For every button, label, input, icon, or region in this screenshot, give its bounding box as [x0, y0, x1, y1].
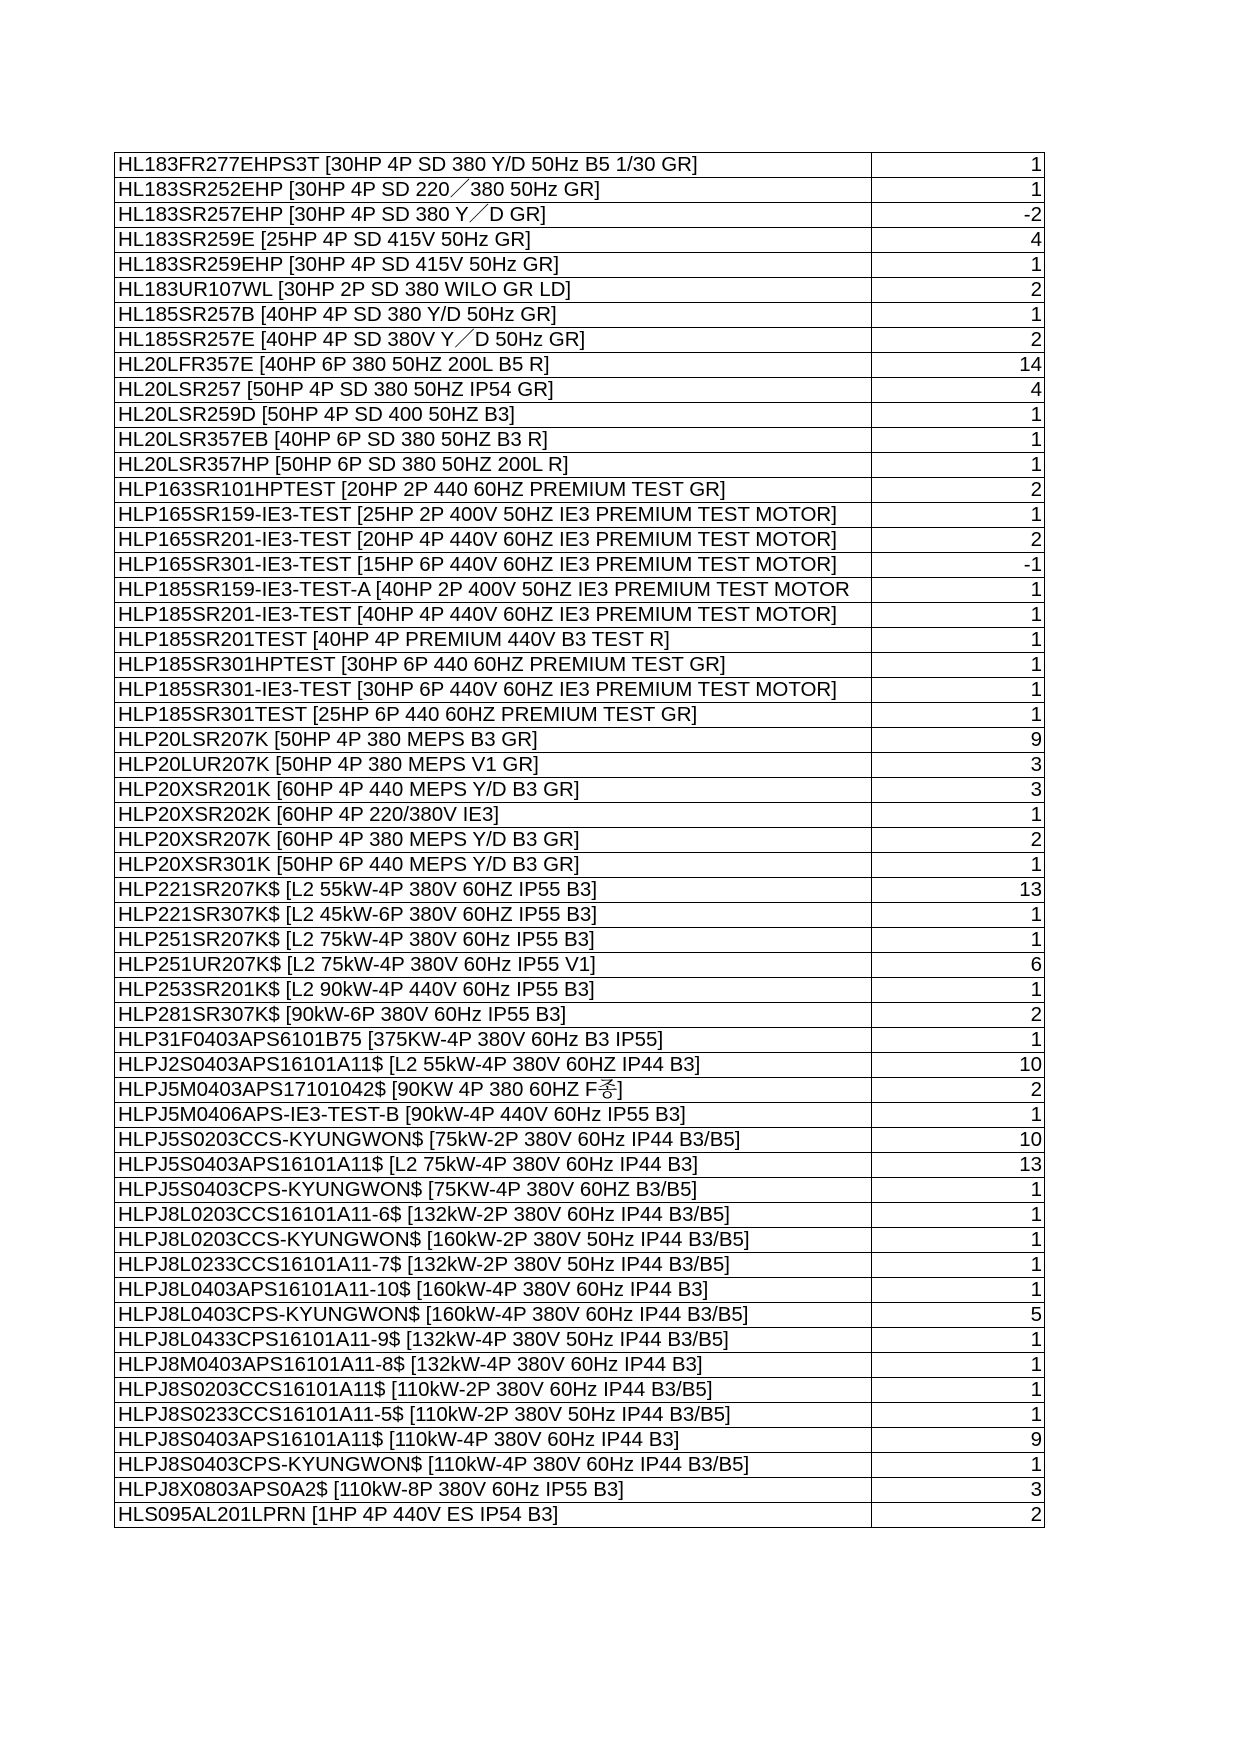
table-row: [115, 603, 1045, 628]
item-name-cell: HLPJ5S0403CPS-KYUNGWON$ [75KW-4P 380V 60HZ B3/B5]: [115, 1178, 872, 1203]
item-name-cell: HLPJ8S0233CCS16101A11-5$ [110kW-2P 380V 50Hz IP44 B3/B5]: [115, 1403, 872, 1428]
quantity-cell: 3: [872, 753, 1045, 778]
inventory-table: [114, 152, 1045, 1528]
item-name-cell: HLP185SR301-IE3-TEST [30HP 6P 440V 60HZ IE3 PREMIUM TEST MOTOR]: [115, 678, 872, 703]
quantity-cell: 13: [872, 1153, 1045, 1178]
table-row: [115, 878, 1045, 903]
quantity-cell: 14: [872, 353, 1045, 378]
item-name-cell: HLP185SR201TEST [40HP 4P PREMIUM 440V B3 TEST R]: [115, 628, 872, 653]
quantity-cell: 1: [872, 603, 1045, 628]
quantity-cell: 1: [872, 503, 1045, 528]
quantity-cell: -2: [872, 203, 1045, 228]
table-row: [115, 1328, 1045, 1353]
quantity-cell: 1: [872, 1228, 1045, 1253]
item-name-cell: HL20LSR257 [50HP 4P SD 380 50HZ IP54 GR]: [115, 378, 872, 403]
table-row: [115, 528, 1045, 553]
table-row: [115, 553, 1045, 578]
table-row: [115, 1503, 1045, 1528]
item-name-cell: HLP20XSR301K [50HP 6P 440 MEPS Y/D B3 GR]: [115, 853, 872, 878]
item-name-cell: HLP20XSR201K [60HP 4P 440 MEPS Y/D B3 GR]: [115, 778, 872, 803]
item-name-cell: HLPJ5S0203CCS-KYUNGWON$ [75kW-2P 380V 60Hz IP44 B3/B5]: [115, 1128, 872, 1153]
quantity-cell: 9: [872, 728, 1045, 753]
table-row: [115, 253, 1045, 278]
item-name-cell: HLP253SR201K$ [L2 90kW-4P 440V 60Hz IP55 B3]: [115, 978, 872, 1003]
item-name-cell: HL183SR259EHP [30HP 4P SD 415V 50Hz GR]: [115, 253, 872, 278]
item-name-cell: HLPJ8L0433CPS16101A11-9$ [132kW-4P 380V 50Hz IP44 B3/B5]: [115, 1328, 872, 1353]
table-row: [115, 1053, 1045, 1078]
quantity-cell: 2: [872, 328, 1045, 353]
item-name-cell: HLPJ8L0403APS16101A11-10$ [160kW-4P 380V 60Hz IP44 B3]: [115, 1278, 872, 1303]
table-row: [115, 1028, 1045, 1053]
item-name-cell: HL183FR277EHPS3T [30HP 4P SD 380 Y/D 50Hz B5 1/30 GR]: [115, 153, 872, 178]
item-name-cell: HL183UR107WL [30HP 2P SD 380 WILO GR LD]: [115, 278, 872, 303]
table-row: [115, 228, 1045, 253]
table-row: [115, 1453, 1045, 1478]
table-row: [115, 1153, 1045, 1178]
table-row: [115, 178, 1045, 203]
item-name-cell: HLP281SR307K$ [90kW-6P 380V 60Hz IP55 B3]: [115, 1003, 872, 1028]
quantity-cell: 3: [872, 1478, 1045, 1503]
quantity-cell: 10: [872, 1128, 1045, 1153]
quantity-cell: 3: [872, 778, 1045, 803]
quantity-cell: 1: [872, 628, 1045, 653]
item-name-cell: HLP185SR159-IE3-TEST-A [40HP 2P 400V 50HZ IE3 PREMIUM TEST MOTOR: [115, 578, 872, 603]
quantity-cell: 9: [872, 1428, 1045, 1453]
quantity-cell: 1: [872, 578, 1045, 603]
item-name-cell: HL185SR257B [40HP 4P SD 380 Y/D 50Hz GR]: [115, 303, 872, 328]
item-name-cell: HL20LFR357E [40HP 6P 380 50HZ 200L B5 R]: [115, 353, 872, 378]
table-row: [115, 303, 1045, 328]
item-name-cell: HLPJ2S0403APS16101A11$ [L2 55kW-4P 380V 60HZ IP44 B3]: [115, 1053, 872, 1078]
item-name-cell: HLP20XSR202K [60HP 4P 220/380V IE3]: [115, 803, 872, 828]
table-row: [115, 353, 1045, 378]
table-row: [115, 1178, 1045, 1203]
quantity-cell: 1: [872, 1103, 1045, 1128]
quantity-cell: -1: [872, 553, 1045, 578]
item-name-cell: HLP163SR101HPTEST [20HP 2P 440 60HZ PREMIUM TEST GR]: [115, 478, 872, 503]
item-name-cell: HLPJ8L0233CCS16101A11-7$ [132kW-2P 380V 50Hz IP44 B3/B5]: [115, 1253, 872, 1278]
item-name-cell: HLPJ8L0203CCS16101A11-6$ [132kW-2P 380V 60Hz IP44 B3/B5]: [115, 1203, 872, 1228]
quantity-cell: 1: [872, 1028, 1045, 1053]
quantity-cell: 1: [872, 1403, 1045, 1428]
table-row: [115, 1378, 1045, 1403]
table-row: [115, 1278, 1045, 1303]
table-row: [115, 1478, 1045, 1503]
quantity-cell: 1: [872, 703, 1045, 728]
quantity-cell: 1: [872, 1178, 1045, 1203]
table-row: [115, 1428, 1045, 1453]
table-row: [115, 453, 1045, 478]
table-row: [115, 1203, 1045, 1228]
quantity-cell: 2: [872, 828, 1045, 853]
quantity-cell: 1: [872, 178, 1045, 203]
quantity-cell: 4: [872, 228, 1045, 253]
item-name-cell: HL183SR257EHP [30HP 4P SD 380 Y／D GR]: [115, 203, 872, 228]
table-row: [115, 778, 1045, 803]
table-row: [115, 1353, 1045, 1378]
table-row: [115, 428, 1045, 453]
item-name-cell: HL20LSR357EB [40HP 6P SD 380 50HZ B3 R]: [115, 428, 872, 453]
table-row: [115, 753, 1045, 778]
table-row: [115, 1103, 1045, 1128]
quantity-cell: 2: [872, 478, 1045, 503]
table-row: [115, 628, 1045, 653]
table-row: [115, 1128, 1045, 1153]
quantity-cell: 1: [872, 1253, 1045, 1278]
table-row: [115, 328, 1045, 353]
item-name-cell: HLPJ8S0403APS16101A11$ [110kW-4P 380V 60Hz IP44 B3]: [115, 1428, 872, 1453]
quantity-cell: 1: [872, 153, 1045, 178]
item-name-cell: HLPJ8S0403CPS-KYUNGWON$ [110kW-4P 380V 60Hz IP44 B3/B5]: [115, 1453, 872, 1478]
quantity-cell: 1: [872, 1453, 1045, 1478]
quantity-cell: 1: [872, 428, 1045, 453]
table-row: [115, 578, 1045, 603]
item-name-cell: HLPJ8X0803APS0A2$ [110kW-8P 380V 60Hz IP55 B3]: [115, 1478, 872, 1503]
table-row: [115, 853, 1045, 878]
quantity-cell: 2: [872, 1078, 1045, 1103]
item-name-cell: HLP165SR201-IE3-TEST [20HP 4P 440V 60HZ IE3 PREMIUM TEST MOTOR]: [115, 528, 872, 553]
item-name-cell: HLP185SR301HPTEST [30HP 6P 440 60HZ PREMIUM TEST GR]: [115, 653, 872, 678]
quantity-cell: 10: [872, 1053, 1045, 1078]
table-row: [115, 803, 1045, 828]
quantity-cell: 1: [872, 978, 1045, 1003]
quantity-cell: 1: [872, 903, 1045, 928]
table-row: [115, 503, 1045, 528]
quantity-cell: 1: [872, 1353, 1045, 1378]
item-name-cell: HLP221SR307K$ [L2 45kW-6P 380V 60HZ IP55 B3]: [115, 903, 872, 928]
quantity-cell: 2: [872, 1003, 1045, 1028]
quantity-cell: 5: [872, 1303, 1045, 1328]
quantity-cell: 1: [872, 1328, 1045, 1353]
table-row: [115, 703, 1045, 728]
item-name-cell: HLP185SR301TEST [25HP 6P 440 60HZ PREMIUM TEST GR]: [115, 703, 872, 728]
item-name-cell: HLPJ8L0203CCS-KYUNGWON$ [160kW-2P 380V 50Hz IP44 B3/B5]: [115, 1228, 872, 1253]
item-name-cell: HLP20XSR207K [60HP 4P 380 MEPS Y/D B3 GR]: [115, 828, 872, 853]
quantity-cell: 1: [872, 803, 1045, 828]
quantity-cell: 2: [872, 278, 1045, 303]
item-name-cell: HLPJ8L0403CPS-KYUNGWON$ [160kW-4P 380V 60Hz IP44 B3/B5]: [115, 1303, 872, 1328]
item-name-cell: HLP165SR159-IE3-TEST [25HP 2P 400V 50HZ IE3 PREMIUM TEST MOTOR]: [115, 503, 872, 528]
table-row: [115, 903, 1045, 928]
table-row: [115, 378, 1045, 403]
item-name-cell: HLP20LUR207K [50HP 4P 380 MEPS V1 GR]: [115, 753, 872, 778]
quantity-cell: 1: [872, 403, 1045, 428]
quantity-cell: 2: [872, 1503, 1045, 1528]
item-name-cell: HL183SR259E [25HP 4P SD 415V 50Hz GR]: [115, 228, 872, 253]
table-row: [115, 1253, 1045, 1278]
table-row: [115, 1228, 1045, 1253]
item-name-cell: HLPJ8S0203CCS16101A11$ [110kW-2P 380V 60Hz IP44 B3/B5]: [115, 1378, 872, 1403]
quantity-cell: 6: [872, 953, 1045, 978]
table-row: [115, 678, 1045, 703]
table-row: [115, 828, 1045, 853]
table-row: [115, 1303, 1045, 1328]
item-name-cell: HL183SR252EHP [30HP 4P SD 220／380 50Hz GR]: [115, 178, 872, 203]
quantity-cell: 13: [872, 878, 1045, 903]
table-row: [115, 278, 1045, 303]
quantity-cell: 2: [872, 528, 1045, 553]
item-name-cell: HLP221SR207K$ [L2 55kW-4P 380V 60HZ IP55 B3]: [115, 878, 872, 903]
table-row: [115, 928, 1045, 953]
item-name-cell: HLPJ5S0403APS16101A11$ [L2 75kW-4P 380V 60Hz IP44 B3]: [115, 1153, 872, 1178]
item-name-cell: HLP165SR301-IE3-TEST [15HP 6P 440V 60HZ IE3 PREMIUM TEST MOTOR]: [115, 553, 872, 578]
item-name-cell: HL20LSR357HP [50HP 6P SD 380 50HZ 200L R]: [115, 453, 872, 478]
quantity-cell: 1: [872, 678, 1045, 703]
table-row: [115, 978, 1045, 1003]
item-name-cell: HLPJ5M0406APS-IE3-TEST-B [90kW-4P 440V 60Hz IP55 B3]: [115, 1103, 872, 1128]
item-name-cell: HLP20LSR207K [50HP 4P 380 MEPS B3 GR]: [115, 728, 872, 753]
table-row: [115, 1403, 1045, 1428]
table-row: [115, 1078, 1045, 1103]
item-name-cell: HLP251SR207K$ [L2 75kW-4P 380V 60Hz IP55 B3]: [115, 928, 872, 953]
quantity-cell: 1: [872, 853, 1045, 878]
quantity-cell: 4: [872, 378, 1045, 403]
inventory-table-body: [115, 153, 1045, 1528]
quantity-cell: 1: [872, 303, 1045, 328]
item-name-cell: HL185SR257E [40HP 4P SD 380V Y／D 50Hz GR]: [115, 328, 872, 353]
table-row: [115, 153, 1045, 178]
item-name-cell: HL20LSR259D [50HP 4P SD 400 50HZ B3]: [115, 403, 872, 428]
quantity-cell: 1: [872, 928, 1045, 953]
quantity-cell: 1: [872, 253, 1045, 278]
item-name-cell: HLP31F0403APS6101B75 [375KW-4P 380V 60Hz B3 IP55]: [115, 1028, 872, 1053]
table-row: [115, 478, 1045, 503]
table-row: [115, 728, 1045, 753]
table-row: [115, 1003, 1045, 1028]
quantity-cell: 1: [872, 1278, 1045, 1303]
item-name-cell: HLPJ8M0403APS16101A11-8$ [132kW-4P 380V 60Hz IP44 B3]: [115, 1353, 872, 1378]
table-row: [115, 403, 1045, 428]
quantity-cell: 1: [872, 1203, 1045, 1228]
item-name-cell: HLPJ5M0403APS17101042$ [90KW 4P 380 60HZ F종]: [115, 1078, 872, 1103]
quantity-cell: 1: [872, 453, 1045, 478]
table-row: [115, 953, 1045, 978]
table-row: [115, 203, 1045, 228]
quantity-cell: 1: [872, 653, 1045, 678]
item-name-cell: HLS095AL201LPRN [1HP 4P 440V ES IP54 B3]: [115, 1503, 872, 1528]
item-name-cell: HLP185SR201-IE3-TEST [40HP 4P 440V 60HZ IE3 PREMIUM TEST MOTOR]: [115, 603, 872, 628]
item-name-cell: HLP251UR207K$ [L2 75kW-4P 380V 60Hz IP55 V1]: [115, 953, 872, 978]
table-row: [115, 653, 1045, 678]
quantity-cell: 1: [872, 1378, 1045, 1403]
